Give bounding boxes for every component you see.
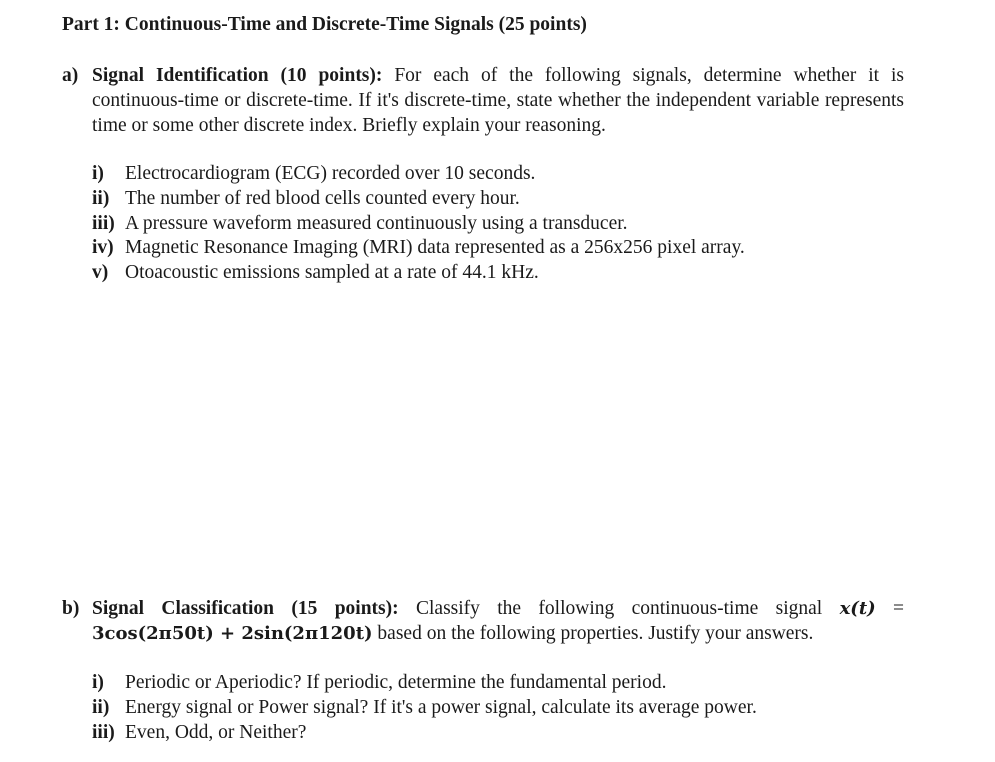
question-b-body [92, 596, 904, 646]
list-item: v) Otoacoustic emissions sampled at a rate of 44.1 kHz. [92, 262, 539, 284]
question-a-letter: a) [62, 65, 79, 86]
signal-expression: 3cos(2π50t) + 2sin(2π120t) [92, 623, 373, 644]
list-item: iii) A pressure waveform measured continuously using a transducer. [92, 212, 628, 234]
question-b-letter: b) [62, 598, 80, 619]
list-item: i) Periodic or Aperiodic? If periodic, determine the fundamental period. [92, 672, 667, 693]
question-b-items [92, 671, 912, 745]
list-item: iii) Even, Odd, or Neither? [92, 721, 307, 743]
signal-name: x(t) [839, 598, 876, 619]
list-item: i) Electrocardiogram (ECG) recorded over 10 seconds. [92, 163, 536, 184]
question-b [62, 596, 904, 646]
part-title: Part 1: Continuous-Time and Discrete-Time Signals (25 points) [62, 14, 587, 35]
question-b-heading: Signal Classification (15 points): [92, 598, 399, 619]
question-a [62, 63, 904, 138]
question-b-text-before: Classify the following continuous-time signal [415, 598, 823, 619]
list-item: ii) The number of red blood cells counted every hour. [92, 187, 520, 209]
question-a-heading: Signal Identification (10 points): [92, 65, 383, 86]
equals-sign: = [893, 598, 905, 619]
list-item: ii) Energy signal or Power signal? If it's a power signal, calculate its average power. [92, 696, 757, 718]
question-a-items [92, 162, 912, 286]
question-b-text-after: based on the following properties. Justify your answers. [377, 623, 814, 644]
question-a-body [92, 63, 904, 138]
list-item: iv) Magnetic Resonance Imaging (MRI) data represented as a 256x256 pixel array. [92, 237, 745, 259]
question-a-text: For each of the following signals, determine whether it is continuous-time or discrete-time. If it's discrete-time, state whether the independent variable represents time or some other discrete index. Briefly explain your reasoning. [92, 65, 904, 136]
